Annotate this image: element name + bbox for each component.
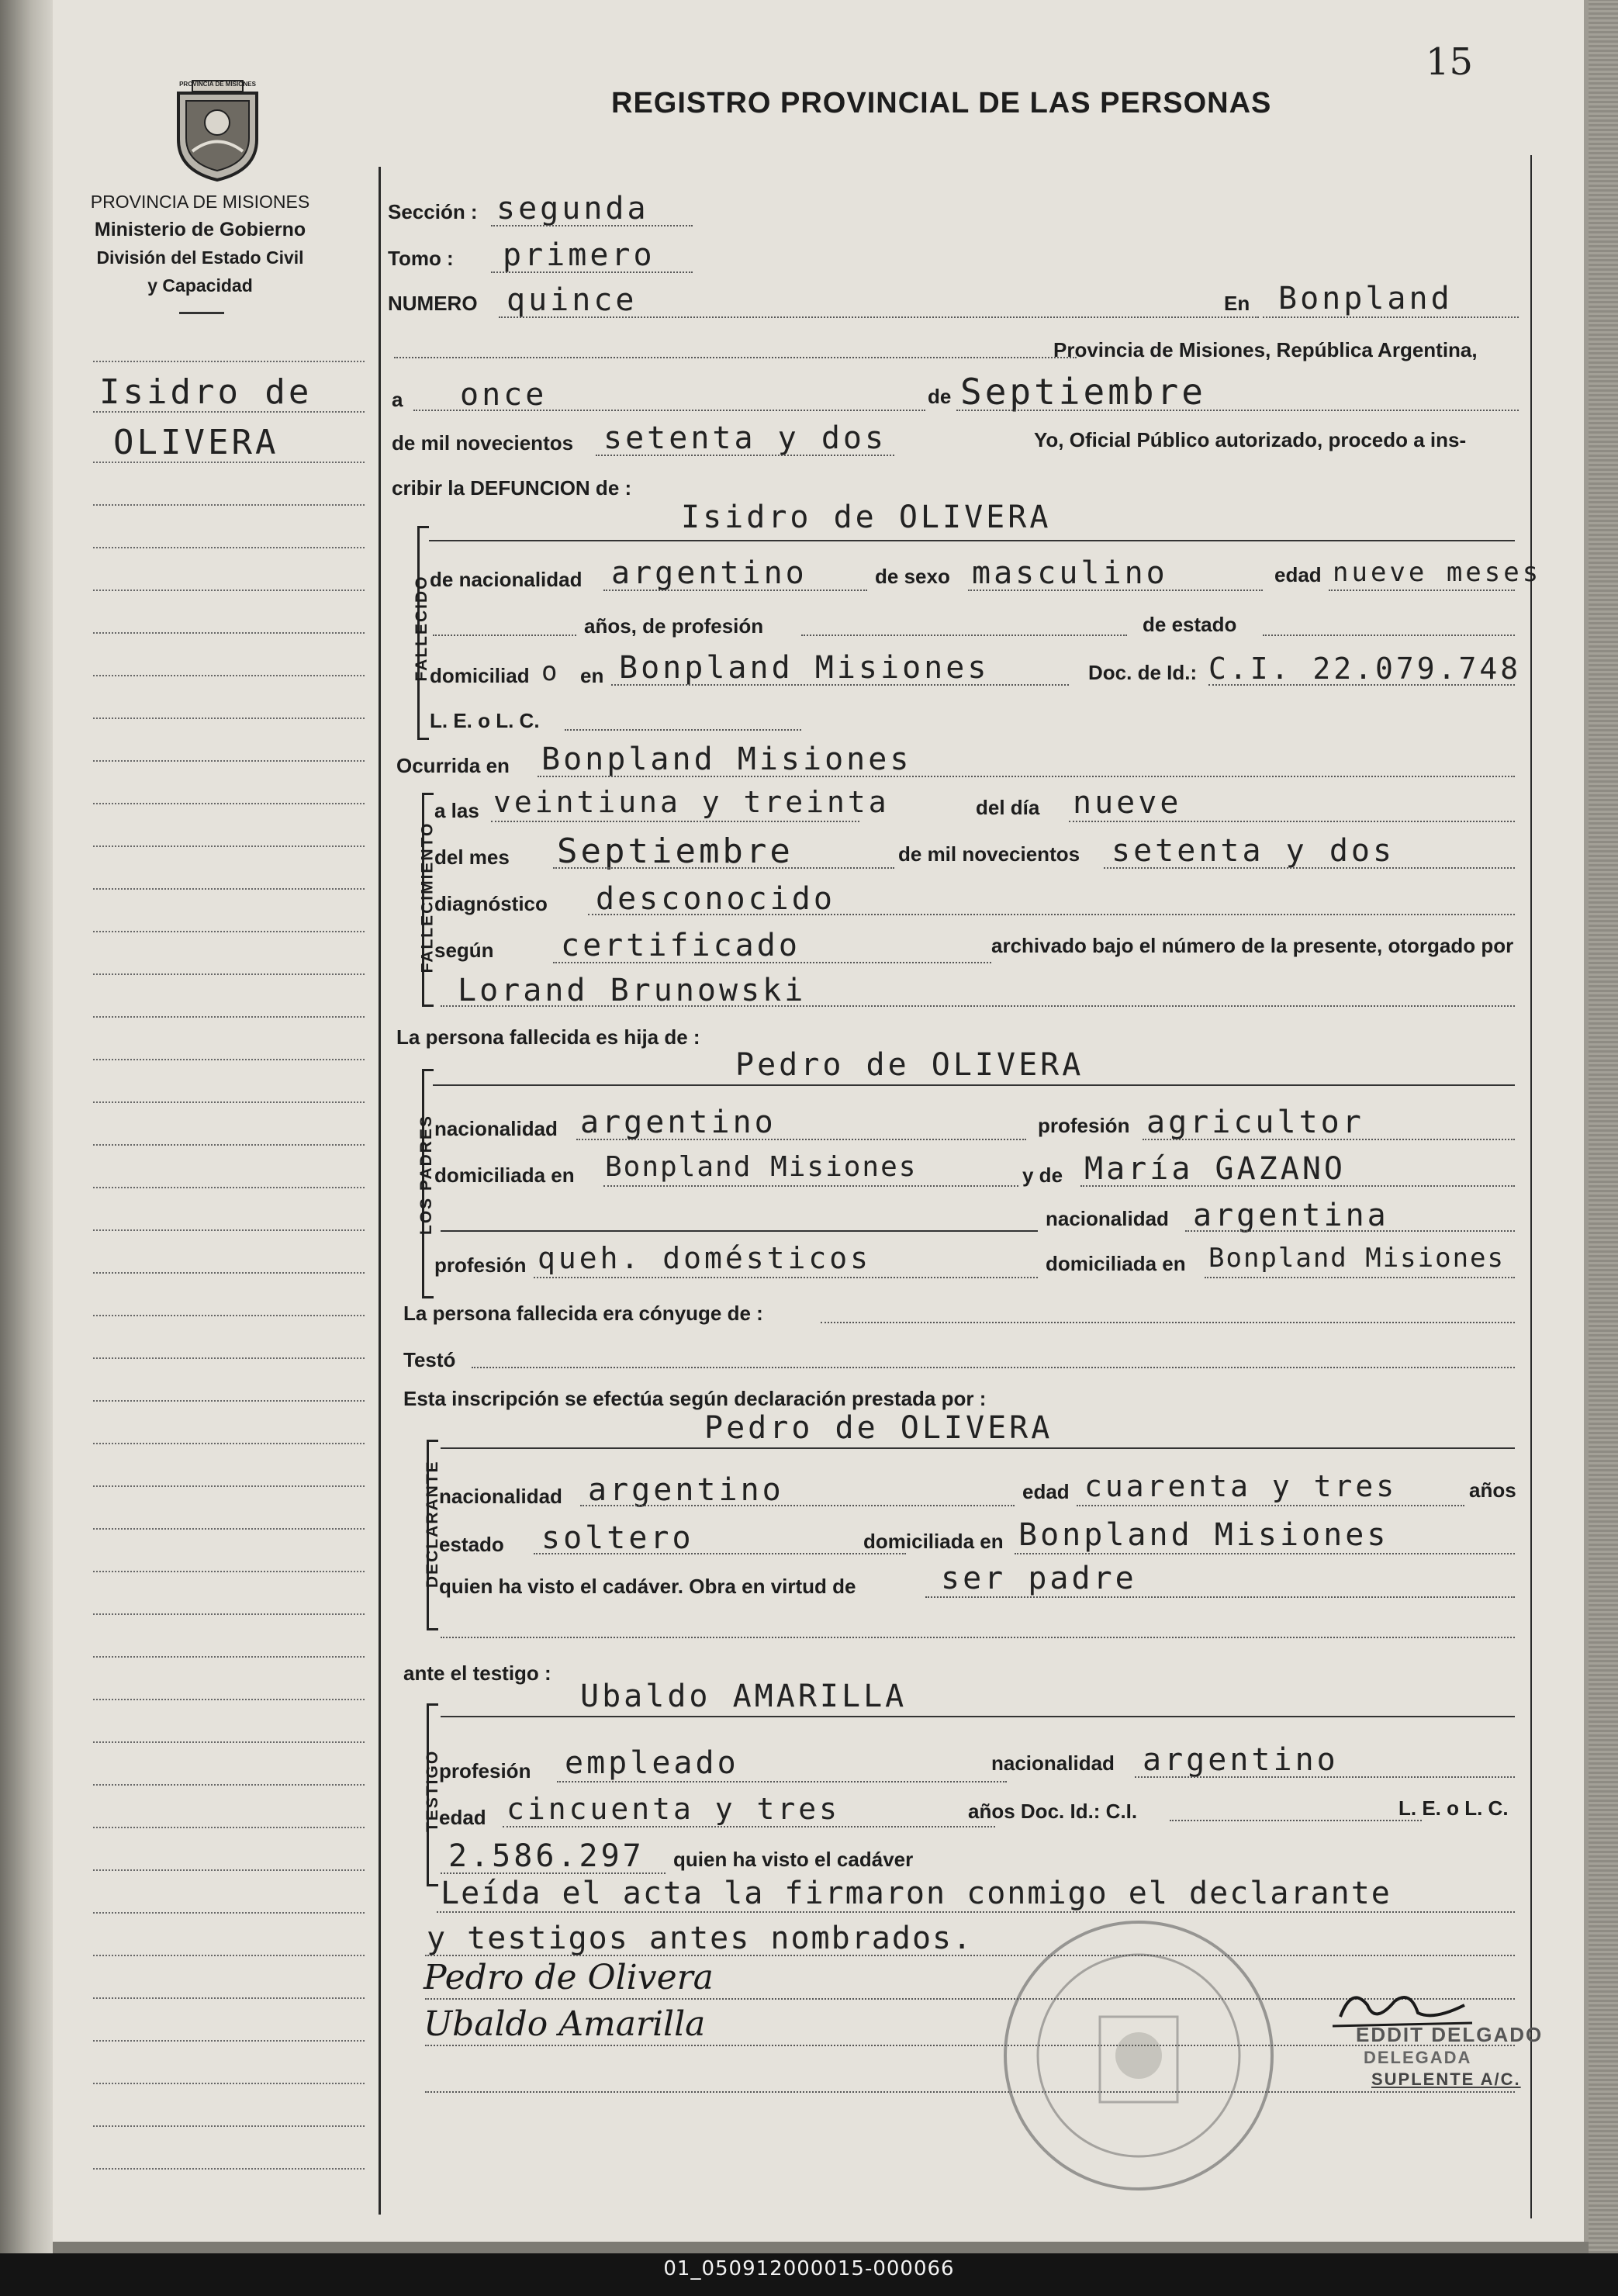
- provincia-label: Provincia de Misiones, República Argentina,: [1053, 338, 1478, 361]
- mes-value: Septiembre: [960, 371, 1206, 413]
- conyuge-line: [821, 1322, 1515, 1323]
- fallecido-domicilio: Bonpland Misiones: [619, 650, 990, 686]
- hora-label: a las: [434, 799, 479, 822]
- padre-domicilio: Bonpland Misiones: [605, 1151, 918, 1183]
- declarante-anios-label: años: [1469, 1478, 1516, 1502]
- testigo-visto-label: quien ha visto el cadáver: [673, 1848, 914, 1871]
- coat-of-arms-seal: [169, 78, 266, 182]
- tomo-value: primero: [503, 237, 655, 273]
- madre-profesion-label: profesión: [434, 1253, 527, 1277]
- seccion-value: segunda: [496, 191, 649, 226]
- fallecido-edad-label: edad: [1274, 563, 1322, 586]
- testo-label: Testó: [403, 1348, 456, 1371]
- closing-line1: Leída el acta la firmaron conmigo el declarante: [441, 1876, 1392, 1911]
- fallecido-edad: nueve meses: [1333, 557, 1542, 588]
- padre-profesion-label: profesión: [1038, 1114, 1130, 1137]
- declarante-edad-label: edad: [1022, 1480, 1070, 1503]
- fallecido-nacionalidad: argentino: [611, 555, 807, 591]
- closing-line2: y testigos antes nombrados.: [427, 1921, 973, 1956]
- madre-nacionalidad-label: nacionalidad: [1046, 1207, 1169, 1230]
- mes-label: del mes: [434, 845, 510, 869]
- declarante-nacionalidad-label: nacionalidad: [439, 1485, 562, 1508]
- margin-column-rule: [379, 167, 381, 2215]
- madre-domicilio-label: domiciliada en: [1046, 1252, 1186, 1275]
- right-border-rule: [1530, 155, 1532, 2218]
- declarante-domicilio-label: domiciliada en: [863, 1530, 1004, 1553]
- ocurrida-value: Bonpland Misiones: [541, 742, 912, 777]
- numero-label: NUMERO: [388, 292, 478, 315]
- declarante-domicilio: Bonpland Misiones: [1018, 1517, 1389, 1553]
- fallecido-domicilio-label: domiciliad: [430, 664, 530, 687]
- madre-domicilio: Bonpland Misiones: [1208, 1243, 1505, 1274]
- fallecimiento-anio: setenta y dos: [1112, 833, 1395, 869]
- dia-label: del día: [976, 796, 1040, 819]
- testigo-intro-label: ante el testigo :: [403, 1661, 551, 1685]
- diagnostico-value: desconocido: [596, 881, 835, 917]
- margin-note-line2: OLIVERA: [113, 423, 279, 462]
- margin-note-line1: Isidro de: [99, 372, 313, 412]
- image-id-label: 01_050912000015-000066: [663, 2257, 955, 2280]
- fallecido-doc-label: Doc. de Id.:: [1088, 661, 1198, 684]
- official-round-stamp: [999, 1916, 1278, 2195]
- anio-label: de mil novecientos: [392, 431, 574, 455]
- testigo-le-label: L. E. o L. C.: [1398, 1796, 1509, 1820]
- testigo-doc-label: años Doc. Id.: C.I.: [968, 1800, 1138, 1823]
- padres-intro-label: La persona fallecida es hija de :: [396, 1025, 700, 1049]
- otorgado-por-value: Lorand Brunowski: [458, 973, 807, 1008]
- testigo-nacionalidad: argentino: [1143, 1742, 1339, 1778]
- fallecimiento-anio-label: de mil novecientos: [898, 842, 1080, 866]
- declarante-section-label: DECLARANTE: [424, 1460, 441, 1588]
- padre-profesion: agricultor: [1146, 1105, 1364, 1140]
- testigo-edad: cincuenta y tres: [506, 1792, 841, 1826]
- ocurrida-label: Ocurrida en: [396, 754, 510, 777]
- madre-profesion: queh. domésticos: [538, 1241, 872, 1275]
- testigo-doc: 2.586.297: [448, 1838, 645, 1874]
- padres-section-label: LOS PADRES: [417, 1115, 435, 1235]
- fallecimiento-section-label: FALLECIMIENTO: [418, 821, 437, 973]
- anio-value: setenta y dos: [603, 420, 887, 456]
- page-number: 15: [1426, 40, 1474, 84]
- fallecido-nacionalidad-label: de nacionalidad: [430, 568, 583, 591]
- fallecido-doc: C.I. 22.079.748: [1208, 652, 1522, 686]
- testigo-nacionalidad-label: nacionalidad: [991, 1751, 1115, 1775]
- seal-text: PROVINCIA DE MISIONES: [179, 81, 256, 88]
- inscribir-label: cribir la DEFUNCION de :: [392, 476, 632, 500]
- fallecido-domicilio-suffix: o: [541, 656, 561, 687]
- declarante-virtud: ser padre: [941, 1561, 1137, 1596]
- padre-nacionalidad: argentino: [580, 1105, 776, 1140]
- fallecido-sexo: masculino: [972, 555, 1168, 591]
- inscripcion-label: Esta inscripción se efectúa según declaración prestada por :: [403, 1387, 987, 1410]
- dia-value: once: [460, 377, 548, 413]
- book-binding: [0, 0, 53, 2253]
- testigo-profesion-label: profesión: [439, 1759, 531, 1783]
- fallecido-sexo-label: de sexo: [875, 565, 950, 588]
- book-cover-edge: [1589, 0, 1618, 2253]
- oficial-cargo: DELEGADA: [1364, 2048, 1472, 2067]
- declarante-visto-label: quien ha visto el cadáver. Obra en virtud de: [439, 1575, 856, 1598]
- conyuge-label: La persona fallecida era cónyuge de :: [403, 1302, 763, 1325]
- firma-declarante: Pedro de Olivera: [424, 1958, 714, 1997]
- hora-value: veintiuna y treinta: [493, 785, 890, 819]
- lugar-value: Bonpland: [1278, 281, 1453, 316]
- tomo-label: Tomo :: [388, 247, 454, 270]
- mes-value-fallecimiento: Septiembre: [557, 832, 793, 871]
- oficial-label: Yo, Oficial Público autorizado, procedo a ins-: [1034, 428, 1467, 451]
- declarante-edad: cuarenta y tres: [1084, 1469, 1398, 1503]
- header-rule: [179, 312, 224, 314]
- padre-domicilio-label: domiciliada en: [434, 1164, 575, 1187]
- fallecido-en-label: en: [580, 664, 604, 687]
- testigo-profesion: empleado: [565, 1745, 739, 1781]
- division-capacity: y Capacidad: [147, 275, 253, 296]
- fallecido-le-label: L. E. o L. C.: [430, 709, 540, 732]
- testigo-nombre: Ubaldo AMARILLA: [580, 1679, 908, 1714]
- a-label: a: [392, 388, 403, 411]
- fallecido-section-label: FALLECIDO: [413, 575, 430, 682]
- declarante-nombre: Pedro de OLIVERA: [704, 1410, 1053, 1446]
- testo-line: [472, 1367, 1515, 1368]
- fallecido-anios-label: años, de profesión: [584, 614, 764, 638]
- oficial-nombre: EDDIT DELGADO: [1356, 2023, 1544, 2046]
- ministry-name: Ministerio de Gobierno: [94, 219, 306, 240]
- fallecido-estado-label: de estado: [1143, 613, 1237, 636]
- numero-value: quince: [506, 282, 638, 318]
- declarante-nacionalidad: argentino: [588, 1472, 784, 1508]
- declarante-estado-label: estado: [439, 1533, 504, 1556]
- register-page: [53, 0, 1589, 2242]
- testigo-edad-label: edad: [439, 1806, 486, 1829]
- padre-nombre: Pedro de OLIVERA: [735, 1047, 1084, 1083]
- en-label: En: [1224, 292, 1250, 315]
- padre-nacionalidad-label: nacionalidad: [434, 1117, 558, 1140]
- page-title: REGISTRO PROVINCIAL DE LAS PERSONAS: [611, 87, 1272, 119]
- dia-value-fallecimiento: nueve: [1073, 785, 1182, 821]
- madre-nacionalidad: argentina: [1193, 1198, 1389, 1233]
- fallecido-nombre: Isidro de OLIVERA: [681, 500, 1052, 535]
- diagnostico-label: diagnóstico: [434, 892, 548, 915]
- segun-value: certificado: [561, 928, 800, 963]
- y-de-label: y de: [1022, 1164, 1063, 1187]
- seccion-label: Sección :: [388, 200, 478, 223]
- testigo-section-label: TESTIGO: [424, 1749, 441, 1832]
- archivado-label: archivado bajo el número de la presente, otorgado por: [991, 934, 1514, 957]
- province-name: PROVINCIA DE MISIONES: [90, 192, 310, 212]
- de-label: de: [928, 385, 952, 408]
- declarante-estado: soltero: [541, 1520, 694, 1556]
- oficial-suplente: SUPLENTE A/C.: [1371, 2070, 1521, 2089]
- division-name: División del Estado Civil: [96, 247, 304, 268]
- firma-testigo: Ubaldo Amarilla: [424, 2004, 706, 2044]
- madre-nombre: María GAZANO: [1084, 1151, 1346, 1187]
- segun-label: según: [434, 939, 494, 962]
